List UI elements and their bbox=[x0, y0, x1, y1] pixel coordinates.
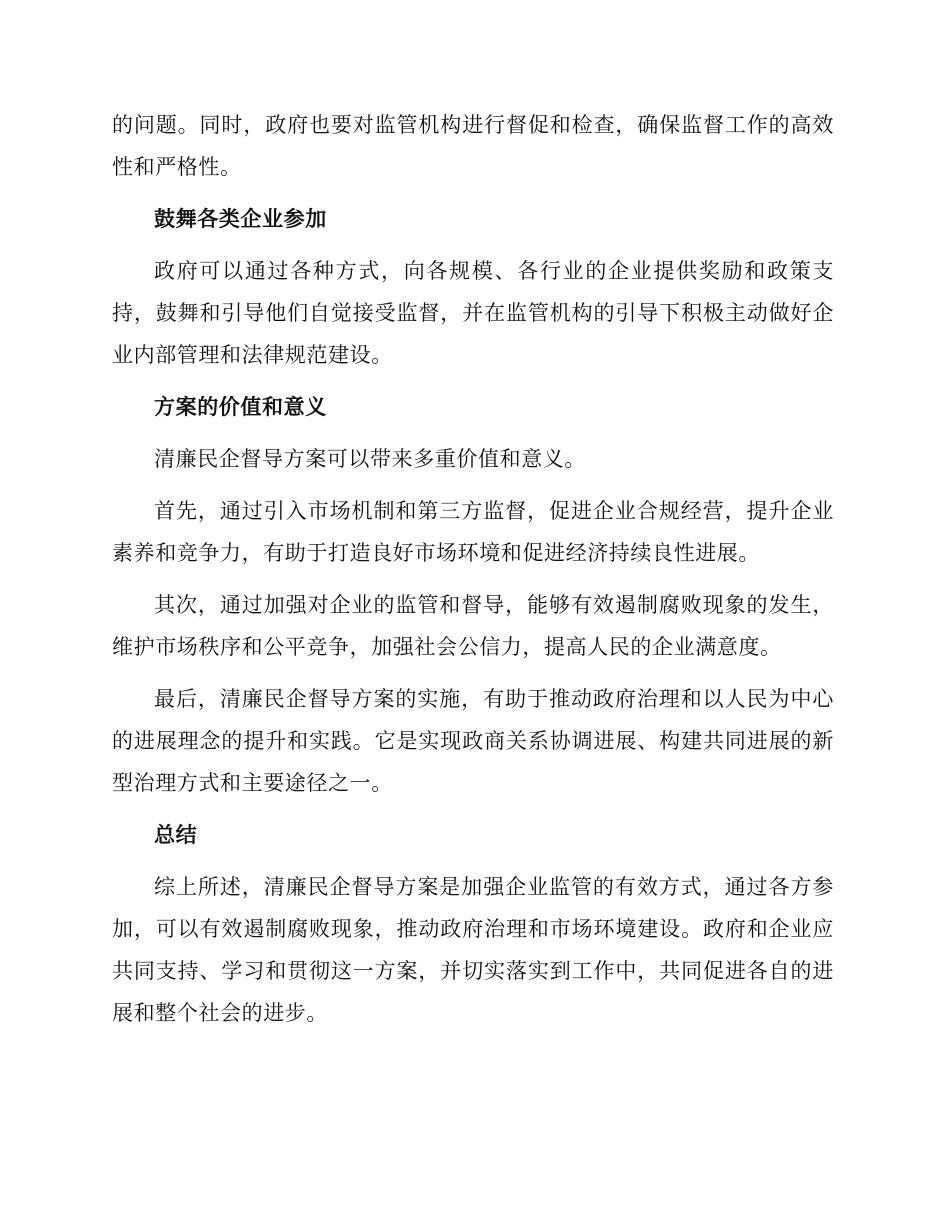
section-heading-value-significance: 方案的价值和意义 bbox=[154, 395, 327, 419]
paragraph-continuation: 的问题。同时，政府也要对监管机构进行督促和检查，确保监督工作的高效性和严格性。 bbox=[112, 113, 834, 179]
paragraph-gap bbox=[112, 574, 834, 584]
paragraph-gap bbox=[112, 668, 834, 678]
paragraph-incentives: 政府可以通过各种方式，向各规模、各行业的企业提供奖励和政策支持，鼓舞和引导他们自觉接受监督，并在监管机构的引导下积极主动做好企业内部管理和法律规范建设。 bbox=[112, 259, 834, 367]
paragraph-gap bbox=[112, 856, 834, 866]
paragraph-second: 其次，通过加强对企业的监管和督导，能够有效遏制腐败现象的发生，维护市场秩序和公平竞争，加强社会公信力，提高人民的企业满意度。 bbox=[112, 593, 834, 659]
paragraph-first: 首先，通过引入市场机制和第三方监督，促进企业合规经营，提升企业素养和竞争力，有助于打造良好市场环境和促进经济持续良性进展。 bbox=[112, 499, 834, 565]
paragraph-gap bbox=[112, 428, 834, 438]
paragraph-gap bbox=[112, 480, 834, 490]
paragraph-finally: 最后，清廉民企督导方案的实施，有助于推动政府治理和以人民为中心的进展理念的提升和实践。它是实现政商关系协调进展、构建共同进展的新型治理方式和主要途径之一。 bbox=[112, 687, 834, 795]
paragraph-gap bbox=[112, 188, 834, 198]
paragraph-summary: 综上所述，清廉民企督导方案是加强企业监管的有效方式，通过各方参加，可以有效遏制腐败现象，推动政府治理和市场环境建设。政府和企业应共同支持、学习和贯彻这一方案，并切实落实到工作中，共同促进各自的进展和整个社会的进步。 bbox=[112, 875, 834, 1025]
section-heading-encourage-enterprises: 鼓舞各类企业参加 bbox=[154, 207, 327, 231]
document-body bbox=[112, 104, 834, 1034]
paragraph-value-intro: 清廉民企督导方案可以带来多重价值和意义。 bbox=[154, 447, 586, 471]
section-heading-summary: 总结 bbox=[154, 823, 198, 847]
paragraph-gap bbox=[112, 240, 834, 250]
paragraph-gap bbox=[112, 376, 834, 386]
paragraph-gap bbox=[112, 804, 834, 814]
